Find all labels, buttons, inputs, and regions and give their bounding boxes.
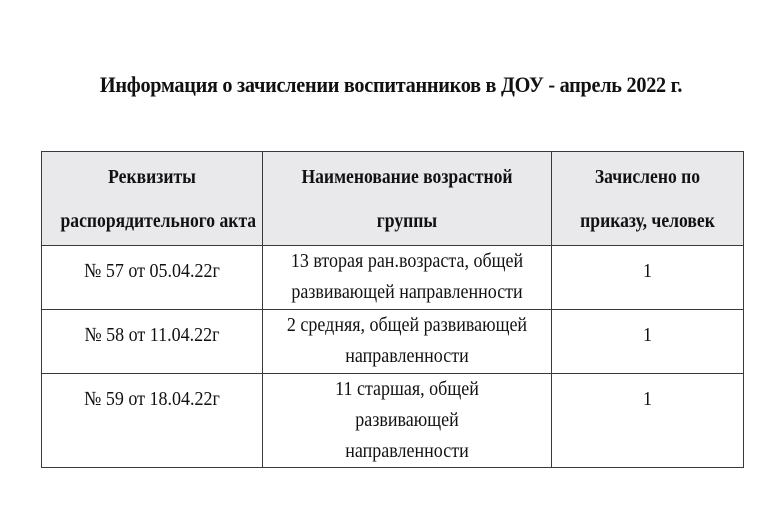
enrollment-table <box>41 151 744 468</box>
group-line: 11 старшая, общей развивающей <box>335 378 479 431</box>
group-line: 13 вторая ран.возраста, общей <box>290 250 524 272</box>
group-line: развивающей направленности <box>291 281 523 303</box>
count-text: 1 <box>643 388 652 410</box>
act-text: № 59 от 18.04.22г <box>84 388 220 410</box>
header-line: распорядительного акта <box>60 209 257 232</box>
group-line: направленности <box>345 345 469 367</box>
header-group-name <box>263 152 552 246</box>
table-row <box>42 310 744 374</box>
group-cell <box>263 246 552 310</box>
count-cell <box>552 246 744 310</box>
header-line: Зачислено по <box>594 165 701 188</box>
act-cell <box>42 246 263 310</box>
page-title: Информация о зачислении воспитанников в ДОУ - апрель 2022 г. <box>99 72 683 97</box>
header-enrolled-count <box>552 152 744 246</box>
group-line: 2 средняя, общей развивающей <box>286 314 528 336</box>
count-text: 1 <box>643 324 652 346</box>
table-header-row <box>42 152 744 246</box>
header-act-details <box>42 152 263 246</box>
group-cell <box>263 310 552 374</box>
act-cell <box>42 374 263 468</box>
header-line: Реквизиты <box>108 165 196 188</box>
header-line: Наименование возрастной <box>301 165 513 188</box>
count-cell <box>552 374 744 468</box>
header-line: группы <box>376 209 438 232</box>
act-text: № 58 от 11.04.22г <box>84 324 220 346</box>
group-line: направленности <box>345 440 469 462</box>
act-text: № 57 от 05.04.22г <box>84 260 220 282</box>
count-text: 1 <box>643 260 652 282</box>
act-cell <box>42 310 263 374</box>
table-row <box>42 374 744 468</box>
header-line: приказу, человек <box>580 209 715 232</box>
group-cell <box>263 374 552 468</box>
count-cell <box>552 310 744 374</box>
table-row <box>42 246 744 310</box>
